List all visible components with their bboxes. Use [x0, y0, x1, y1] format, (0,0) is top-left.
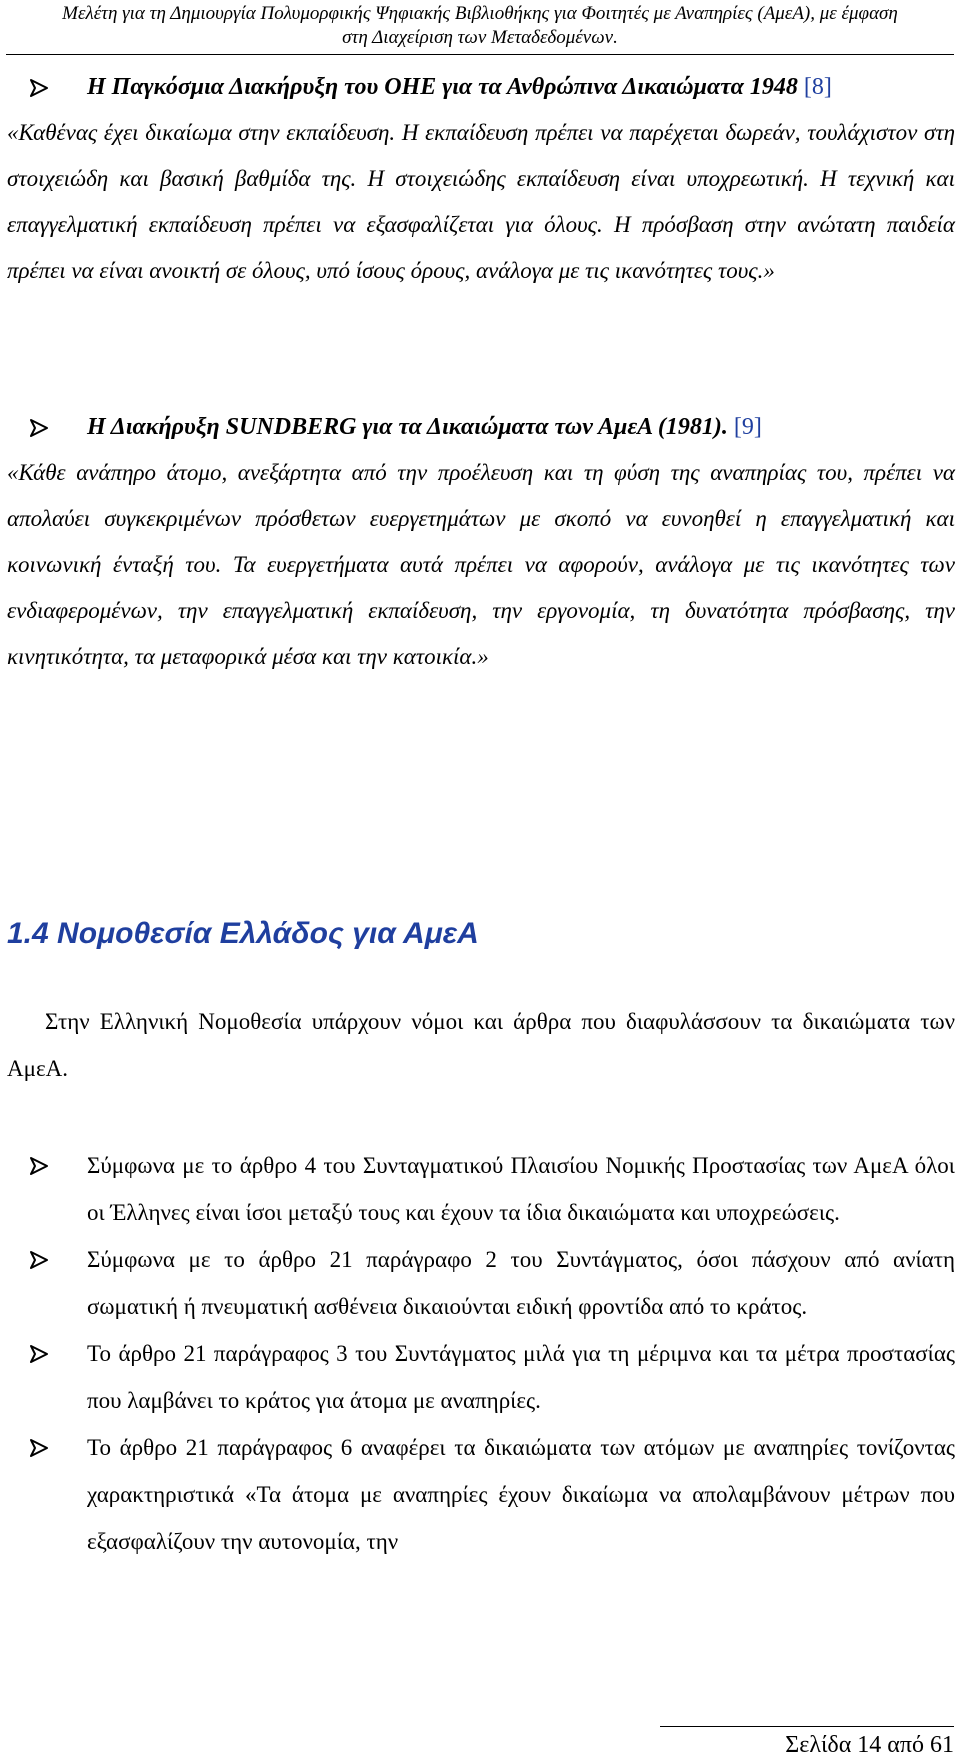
arrow-bullet-icon — [29, 1424, 57, 1470]
arrow-bullet-icon — [29, 64, 57, 110]
list-item-text: Το άρθρο 21 παράγραφος 6 αναφέρει τα δικαιώματα των ατόμων με αναπηρίες τονίζοντας χαρακτηριστικά «Τα άτομα με αναπηρίες έχουν δικαίωμα να απολαμβάνουν μέτρων που εξασφαλίζουν την αυτονομία, την — [87, 1435, 955, 1554]
declaration-un-heading-row — [7, 64, 955, 110]
section-intro — [7, 998, 955, 1092]
reference-link-9[interactable]: [9] — [733, 414, 762, 440]
list-item-text: Σύμφωνα με το άρθρο 4 του Συνταγματικού Πλαισίου Νομικής Προστασίας των ΑμεΑ όλοι οι Έλληνες είναι ίσοι μεταξύ τους και έχουν τα ίδια δικαιώματα και υποχρεώσεις. — [87, 1153, 955, 1225]
running-header — [0, 2, 960, 50]
list-item — [7, 1330, 955, 1424]
reference-link-8[interactable]: [8] — [803, 74, 832, 100]
arrow-bullet-icon — [29, 1236, 57, 1282]
header-rule — [6, 54, 954, 55]
declaration-sundberg-title-text: Η Διακήρυξη SUNDBERG για τα Δικαιώματα των ΑμεΑ (1981). — [87, 414, 728, 440]
running-header-line-2: στη Διαχείριση των Μεταδεδομένων. — [342, 27, 618, 48]
declaration-un-1948 — [7, 64, 955, 294]
section-intro-text: Στην Ελληνική Νομοθεσία υπάρχουν νόμοι και άρθρα που διαφυλάσσουν τα δικαιώματα των ΑμεΑ. — [7, 1009, 955, 1081]
declaration-sundberg-quote: «Κάθε ανάπηρο άτομο, ανεξάρτητα από την προέλευση και τη φύση της αναπηρίας του, πρέπει να απολαύει συγκεκριμένων πρόσθετων ευεργετημάτων με σκοπό να ευνοηθεί η επαγγελματική και κοινωνική ένταξή του. Τα ευεργετήματα αυτά πρέπει να αφορούν, ανάλογα με τις ικανότητες των ενδιαφερομένων, την επαγγελματική εκπαίδευση, την εργονομία, τη δυνατότητα πρόσβασης, την κινητικότητα, τα μεταφορικά μέσα και την κατοικία.» — [7, 460, 955, 669]
running-header-line-1: Μελέτη για τη Δημιουργία Πολυμορφικής Ψηφιακής Βιβλιοθήκης για Φοιτητές με Αναπηρίες (ΑμεΑ), με έμφαση — [62, 3, 898, 24]
list-item — [7, 1142, 955, 1236]
list-item-text: Το άρθρο 21 παράγραφος 3 του Συντάγματος μιλά για τη μέριμνα και τα μέτρα προστασίας που λαμβάνει το κράτος για άτομα με αναπηρίες. — [87, 1341, 955, 1413]
arrow-bullet-icon — [29, 404, 57, 450]
declaration-un-title-text: Η Παγκόσμια Διακήρυξη του ΟΗΕ για τα Ανθρώπινα Δικαιώματα 1948 — [87, 74, 798, 100]
footer-rule — [660, 1726, 954, 1727]
declaration-un-title — [87, 74, 832, 100]
list-item — [7, 1236, 955, 1330]
declaration-sundberg-1981 — [7, 404, 955, 680]
section-title: 1.4 Νομοθεσία Ελλάδος για ΑμεΑ — [7, 917, 479, 950]
declaration-sundberg-heading-row — [7, 404, 955, 450]
declaration-un-quote: «Καθένας έχει δικαίωμα στην εκπαίδευση. Η εκπαίδευση πρέπει να παρέχεται δωρεάν, τουλάχιστον στη στοιχειώδη και βασική βαθμίδα της. Η στοιχειώδης εκπαίδευση είναι υποχρεωτική. Η τεχνική και επαγγελματική εκπαίδευση πρέπει να εξασφαλίζεται για όλους. Η πρόσβαση στην ανώτατη παιδεία πρέπει να είναι ανοικτή σε όλους, υπό ίσους όρους, ανάλογα με τις ικανότητες τους.» — [7, 120, 955, 283]
arrow-bullet-icon — [29, 1142, 57, 1188]
declaration-sundberg-title — [87, 414, 762, 440]
arrow-bullet-icon — [29, 1330, 57, 1376]
page-number: Σελίδα 14 από 61 — [785, 1732, 954, 1758]
law-list — [7, 1142, 955, 1565]
list-item-text: Σύμφωνα με το άρθρο 21 παράγραφο 2 του Συντάγματος, όσοι πάσχουν από ανίατη σωματική ή πνευματική ασθένεια δικαιούνται ειδική φροντίδα από το κράτος. — [87, 1247, 955, 1319]
list-item — [7, 1424, 955, 1565]
